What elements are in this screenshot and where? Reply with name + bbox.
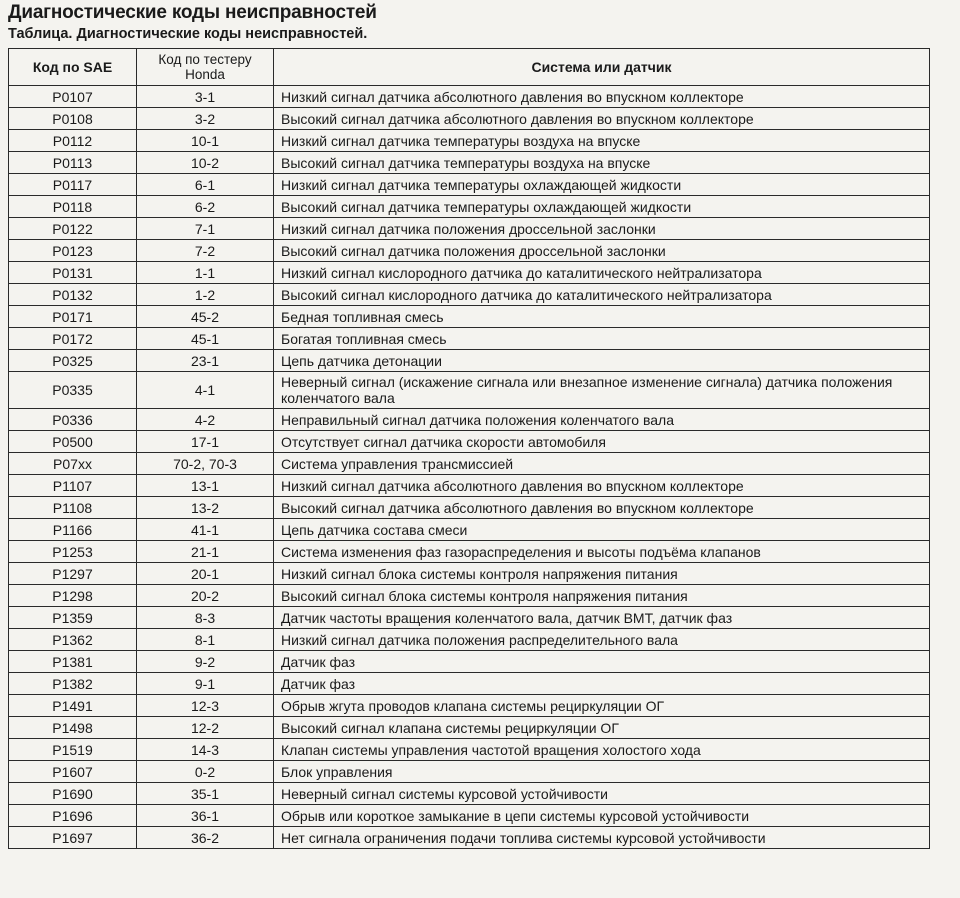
honda-code-cell: 17-1	[137, 431, 274, 453]
description-cell: Высокий сигнал датчика температуры воздуха на впуске	[274, 152, 930, 174]
honda-code-cell: 14-3	[137, 739, 274, 761]
table-row	[9, 563, 930, 585]
honda-code-cell: 3-1	[137, 86, 274, 108]
table-row	[9, 431, 930, 453]
table-header	[9, 49, 930, 86]
description-cell: Датчик фаз	[274, 673, 930, 695]
table-row	[9, 372, 930, 409]
sae-code-cell: P0132	[9, 284, 137, 306]
table-row	[9, 827, 930, 849]
description-cell: Высокий сигнал датчика температуры охлаждающей жидкости	[274, 196, 930, 218]
honda-code-cell: 4-1	[137, 372, 274, 409]
sae-code-cell: P0131	[9, 262, 137, 284]
table-row	[9, 86, 930, 108]
sae-code-cell: P0113	[9, 152, 137, 174]
description-cell: Обрыв или короткое замыкание в цепи системы курсовой устойчивости	[274, 805, 930, 827]
sae-code-cell: P1359	[9, 607, 137, 629]
sae-code-cell: P1690	[9, 783, 137, 805]
table-row	[9, 475, 930, 497]
honda-code-cell: 45-1	[137, 328, 274, 350]
description-cell: Низкий сигнал блока системы контроля напряжения питания	[274, 563, 930, 585]
sae-code-cell: P1498	[9, 717, 137, 739]
description-cell: Неверный сигнал системы курсовой устойчивости	[274, 783, 930, 805]
table-row	[9, 328, 930, 350]
table-row	[9, 805, 930, 827]
honda-code-cell: 36-1	[137, 805, 274, 827]
honda-code-cell: 1-2	[137, 284, 274, 306]
honda-code-cell: 3-2	[137, 108, 274, 130]
header-system: Система или датчик	[274, 49, 930, 86]
sae-code-cell: P1108	[9, 497, 137, 519]
description-cell: Датчик фаз	[274, 651, 930, 673]
table-row	[9, 497, 930, 519]
sae-code-cell: P1382	[9, 673, 137, 695]
honda-code-cell: 0-2	[137, 761, 274, 783]
description-cell: Низкий сигнал датчика абсолютного давления во впускном коллекторе	[274, 86, 930, 108]
sae-code-cell: P1297	[9, 563, 137, 585]
honda-code-cell: 12-2	[137, 717, 274, 739]
sae-code-cell: P0123	[9, 240, 137, 262]
honda-code-cell: 23-1	[137, 350, 274, 372]
table-body	[9, 86, 930, 849]
table-row	[9, 717, 930, 739]
honda-code-cell: 10-1	[137, 130, 274, 152]
honda-code-cell: 9-2	[137, 651, 274, 673]
sae-code-cell: P1607	[9, 761, 137, 783]
honda-code-cell: 21-1	[137, 541, 274, 563]
table-row	[9, 350, 930, 372]
table-row	[9, 783, 930, 805]
honda-code-cell: 8-1	[137, 629, 274, 651]
sae-code-cell: P1253	[9, 541, 137, 563]
table-row	[9, 130, 930, 152]
table-row	[9, 453, 930, 475]
description-cell: Обрыв жгута проводов клапана системы рециркуляции ОГ	[274, 695, 930, 717]
table-row	[9, 174, 930, 196]
table-row	[9, 585, 930, 607]
description-cell: Блок управления	[274, 761, 930, 783]
honda-code-cell: 12-3	[137, 695, 274, 717]
description-cell: Клапан системы управления частотой вращения холостого хода	[274, 739, 930, 761]
honda-code-cell: 35-1	[137, 783, 274, 805]
description-cell: Неверный сигнал (искажение сигнала или внезапное изменение сигнала) датчика положения коленчатого вала	[274, 372, 930, 409]
honda-code-cell: 7-1	[137, 218, 274, 240]
table-row	[9, 651, 930, 673]
header-honda-code: Код по тестеру Honda	[137, 49, 274, 86]
table-row	[9, 519, 930, 541]
sae-code-cell: P0336	[9, 409, 137, 431]
honda-code-cell: 6-2	[137, 196, 274, 218]
honda-code-cell: 9-1	[137, 673, 274, 695]
sae-code-cell: P0108	[9, 108, 137, 130]
honda-code-cell: 70-2, 70-3	[137, 453, 274, 475]
sae-code-cell: P1298	[9, 585, 137, 607]
honda-code-cell: 45-2	[137, 306, 274, 328]
page-title: Диагностические коды неисправностей	[8, 2, 377, 23]
sae-code-cell: P1491	[9, 695, 137, 717]
description-cell: Бедная топливная смесь	[274, 306, 930, 328]
description-cell: Низкий сигнал датчика температуры охлаждающей жидкости	[274, 174, 930, 196]
sae-code-cell: P1381	[9, 651, 137, 673]
description-cell: Высокий сигнал датчика абсолютного давления во впускном коллекторе	[274, 497, 930, 519]
table-row	[9, 262, 930, 284]
table-row	[9, 761, 930, 783]
description-cell: Богатая топливная смесь	[274, 328, 930, 350]
table-row	[9, 739, 930, 761]
header-row	[9, 49, 930, 86]
description-cell: Высокий сигнал клапана системы рециркуляции ОГ	[274, 717, 930, 739]
table-row	[9, 284, 930, 306]
sae-code-cell: P1166	[9, 519, 137, 541]
table-row	[9, 695, 930, 717]
description-cell: Высокий сигнал датчика абсолютного давления во впускном коллекторе	[274, 108, 930, 130]
honda-code-cell: 4-2	[137, 409, 274, 431]
honda-code-cell: 13-2	[137, 497, 274, 519]
table-row	[9, 240, 930, 262]
header-sae-code: Код по SAE	[9, 49, 137, 86]
sae-code-cell: P0172	[9, 328, 137, 350]
honda-code-cell: 13-1	[137, 475, 274, 497]
diagnostic-codes-table	[8, 48, 930, 849]
description-cell: Система управления трансмиссией	[274, 453, 930, 475]
table-row	[9, 218, 930, 240]
sae-code-cell: P0107	[9, 86, 137, 108]
table-caption: Таблица. Диагностические коды неисправностей.	[8, 26, 368, 42]
description-cell: Высокий сигнал блока системы контроля напряжения питания	[274, 585, 930, 607]
sae-code-cell: P0112	[9, 130, 137, 152]
honda-code-cell: 20-2	[137, 585, 274, 607]
description-cell: Низкий сигнал датчика положения дроссельной заслонки	[274, 218, 930, 240]
sae-code-cell: P1519	[9, 739, 137, 761]
sae-code-cell: P1696	[9, 805, 137, 827]
honda-code-cell: 41-1	[137, 519, 274, 541]
table-row	[9, 152, 930, 174]
honda-code-cell: 6-1	[137, 174, 274, 196]
sae-code-cell: P07xx	[9, 453, 137, 475]
sae-code-cell: P0117	[9, 174, 137, 196]
honda-code-cell: 8-3	[137, 607, 274, 629]
table-row	[9, 108, 930, 130]
sae-code-cell: P1697	[9, 827, 137, 849]
sae-code-cell: P1362	[9, 629, 137, 651]
sae-code-cell: P1107	[9, 475, 137, 497]
sae-code-cell: P0500	[9, 431, 137, 453]
description-cell: Низкий сигнал датчика абсолютного давления во впускном коллекторе	[274, 475, 930, 497]
table-row	[9, 629, 930, 651]
description-cell: Нет сигнала ограничения подачи топлива системы курсовой устойчивости	[274, 827, 930, 849]
table-row	[9, 607, 930, 629]
description-cell: Высокий сигнал кислородного датчика до каталитического нейтрализатора	[274, 284, 930, 306]
description-cell: Неправильный сигнал датчика положения коленчатого вала	[274, 409, 930, 431]
table-row	[9, 673, 930, 695]
sae-code-cell: P0335	[9, 372, 137, 409]
sae-code-cell: P0118	[9, 196, 137, 218]
sae-code-cell: P0171	[9, 306, 137, 328]
description-cell: Отсутствует сигнал датчика скорости автомобиля	[274, 431, 930, 453]
description-cell: Высокий сигнал датчика положения дроссельной заслонки	[274, 240, 930, 262]
sae-code-cell: P0325	[9, 350, 137, 372]
table-row	[9, 196, 930, 218]
description-cell: Цепь датчика состава смеси	[274, 519, 930, 541]
table-row	[9, 306, 930, 328]
description-cell: Низкий сигнал датчика положения распределительного вала	[274, 629, 930, 651]
honda-code-cell: 36-2	[137, 827, 274, 849]
table-row	[9, 541, 930, 563]
description-cell: Низкий сигнал кислородного датчика до каталитического нейтрализатора	[274, 262, 930, 284]
description-cell: Цепь датчика детонации	[274, 350, 930, 372]
description-cell: Низкий сигнал датчика температуры воздуха на впуске	[274, 130, 930, 152]
sae-code-cell: P0122	[9, 218, 137, 240]
honda-code-cell: 20-1	[137, 563, 274, 585]
honda-code-cell: 10-2	[137, 152, 274, 174]
honda-code-cell: 1-1	[137, 262, 274, 284]
table-row	[9, 409, 930, 431]
description-cell: Датчик частоты вращения коленчатого вала, датчик ВМТ, датчик фаз	[274, 607, 930, 629]
description-cell: Система изменения фаз газораспределения и высоты подъёма клапанов	[274, 541, 930, 563]
honda-code-cell: 7-2	[137, 240, 274, 262]
